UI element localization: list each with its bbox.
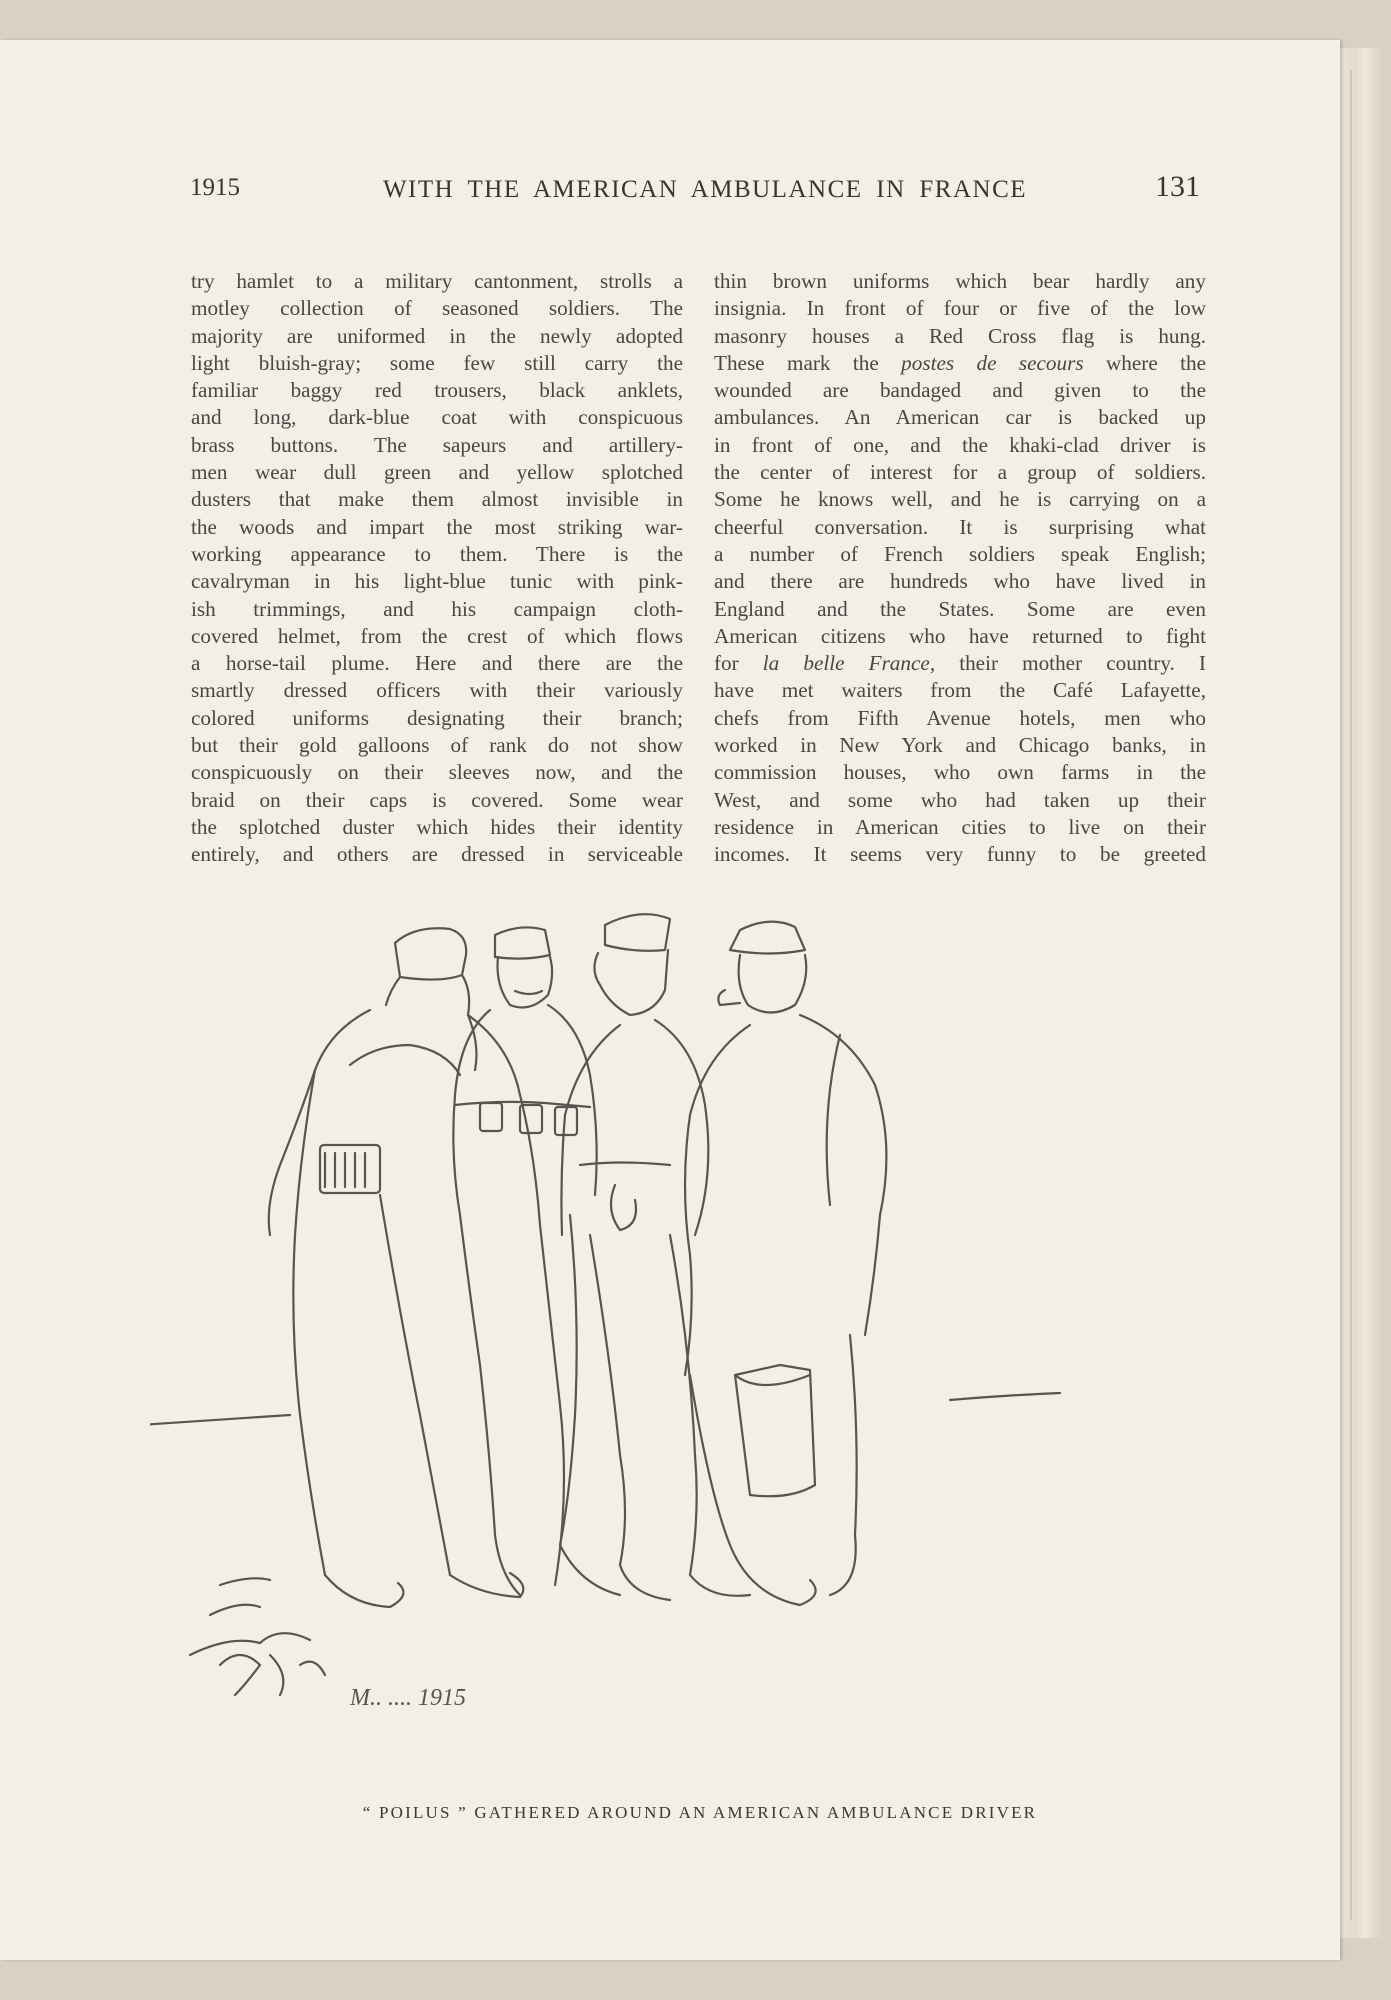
header-year: 1915: [190, 174, 240, 201]
text-line: the center of interest for a group of soldiers.: [714, 460, 1206, 485]
italic-phrase: postes de secours: [901, 350, 1084, 375]
left-text-column: [191, 268, 683, 869]
text-line: and long, dark-blue coat with conspicuous: [191, 405, 683, 430]
right-text-column: [714, 268, 1206, 869]
text-line: the woods and impart the most striking war-: [191, 514, 683, 539]
text-line: These mark the postes de secours where the: [714, 350, 1206, 375]
ground-stroke: [150, 1415, 290, 1425]
ground-stroke: [190, 1578, 310, 1655]
text-line: familiar baggy red trousers, black anklets,: [191, 378, 683, 403]
book-page: [0, 40, 1340, 1960]
text-line: majority are uniformed in the newly adopted: [191, 323, 683, 348]
text-line: worked in New York and Chicago banks, in: [714, 733, 1206, 758]
page-edge-line: [1350, 70, 1352, 1920]
text-line: commission houses, who own farms in the: [714, 760, 1206, 785]
page-stack-edge: [1336, 48, 1383, 1938]
text-line: covered helmet, from the crest of which flows: [191, 623, 683, 648]
soldier-figure-1: [269, 928, 564, 1607]
text-line: West, and some who had taken up their: [714, 787, 1206, 812]
text-line: entirely, and others are dressed in serviceable: [191, 842, 683, 867]
running-head: [190, 170, 1220, 210]
illustration-caption: “ POILUS ” GATHERED AROUND AN AMERICAN AMBULANCE DRIVER: [362, 1803, 1038, 1822]
text-line: men wear dull green and yellow splotched: [191, 460, 683, 485]
text-line: for la belle France, their mother country. I: [714, 651, 1206, 676]
text-line: wounded are bandaged and given to the: [714, 378, 1206, 403]
text-line: but their gold galloons of rank do not show: [191, 733, 683, 758]
text-line: smartly dressed officers with their variously: [191, 678, 683, 703]
soldiers-sketch-illustration: [150, 895, 1190, 1795]
text-line: try hamlet to a military cantonment, strolls a: [191, 269, 683, 293]
text-line: light bluish-gray; some few still carry the: [191, 350, 683, 375]
text-line: working appearance to them. There is the: [191, 541, 683, 566]
soldier-figure-3: [561, 914, 750, 1600]
text-line: insignia. In front of four or five of the low: [714, 296, 1206, 321]
text-line: dusters that make them almost invisible in: [191, 487, 683, 512]
driver-figure: [685, 922, 886, 1605]
text-line: incomes. It seems very funny to be greeted: [714, 842, 1206, 867]
text-line: a number of French soldiers speak English;: [714, 541, 1206, 566]
text-line: a horse-tail plume. Here and there are the: [191, 651, 683, 676]
page-number: 131: [1155, 170, 1200, 203]
text-line: masonry houses a Red Cross flag is hung.: [714, 323, 1206, 348]
text-line: in front of one, and the khaki-clad driver is: [714, 432, 1206, 457]
text-line: cheerful conversation. It is surprising what: [714, 514, 1206, 539]
text-line: and there are hundreds who have lived in: [714, 569, 1206, 594]
text-line: ambulances. An American car is backed up: [714, 405, 1206, 430]
header-title: WITH THE AMERICAN AMBULANCE IN FRANCE: [382, 176, 1028, 203]
text-line: ish trimmings, and his campaign cloth-: [191, 596, 683, 621]
text-line: residence in American cities to live on their: [714, 814, 1206, 839]
ground-stroke: [950, 1393, 1060, 1400]
text-line: motley collection of seasoned soldiers. The: [191, 296, 683, 321]
text-line: brass buttons. The sapeurs and artillery-: [191, 432, 683, 457]
text-line: conspicuously on their sleeves now, and the: [191, 760, 683, 785]
text-line: England and the States. Some are even: [714, 596, 1206, 621]
illustration-signature: M.. .... 1915: [350, 1685, 466, 1711]
text-line: chefs from Fifth Avenue hotels, men who: [714, 705, 1206, 730]
text-line: have met waiters from the Café Lafayette,: [714, 678, 1206, 703]
text-line: thin brown uniforms which bear hardly any: [714, 269, 1206, 293]
italic-phrase: la belle France: [762, 651, 930, 676]
text-line: American citizens who have returned to fight: [714, 623, 1206, 648]
text-line: colored uniforms designating their branch;: [191, 705, 683, 730]
signature-scribble: [220, 1655, 325, 1695]
text-line: the splotched duster which hides their identity: [191, 814, 683, 839]
text-line: cavalryman in his light-blue tunic with pink-: [191, 569, 683, 594]
text-line: Some he knows well, and he is carrying on a: [714, 487, 1206, 512]
text-line: braid on their caps is covered. Some wear: [191, 787, 683, 812]
